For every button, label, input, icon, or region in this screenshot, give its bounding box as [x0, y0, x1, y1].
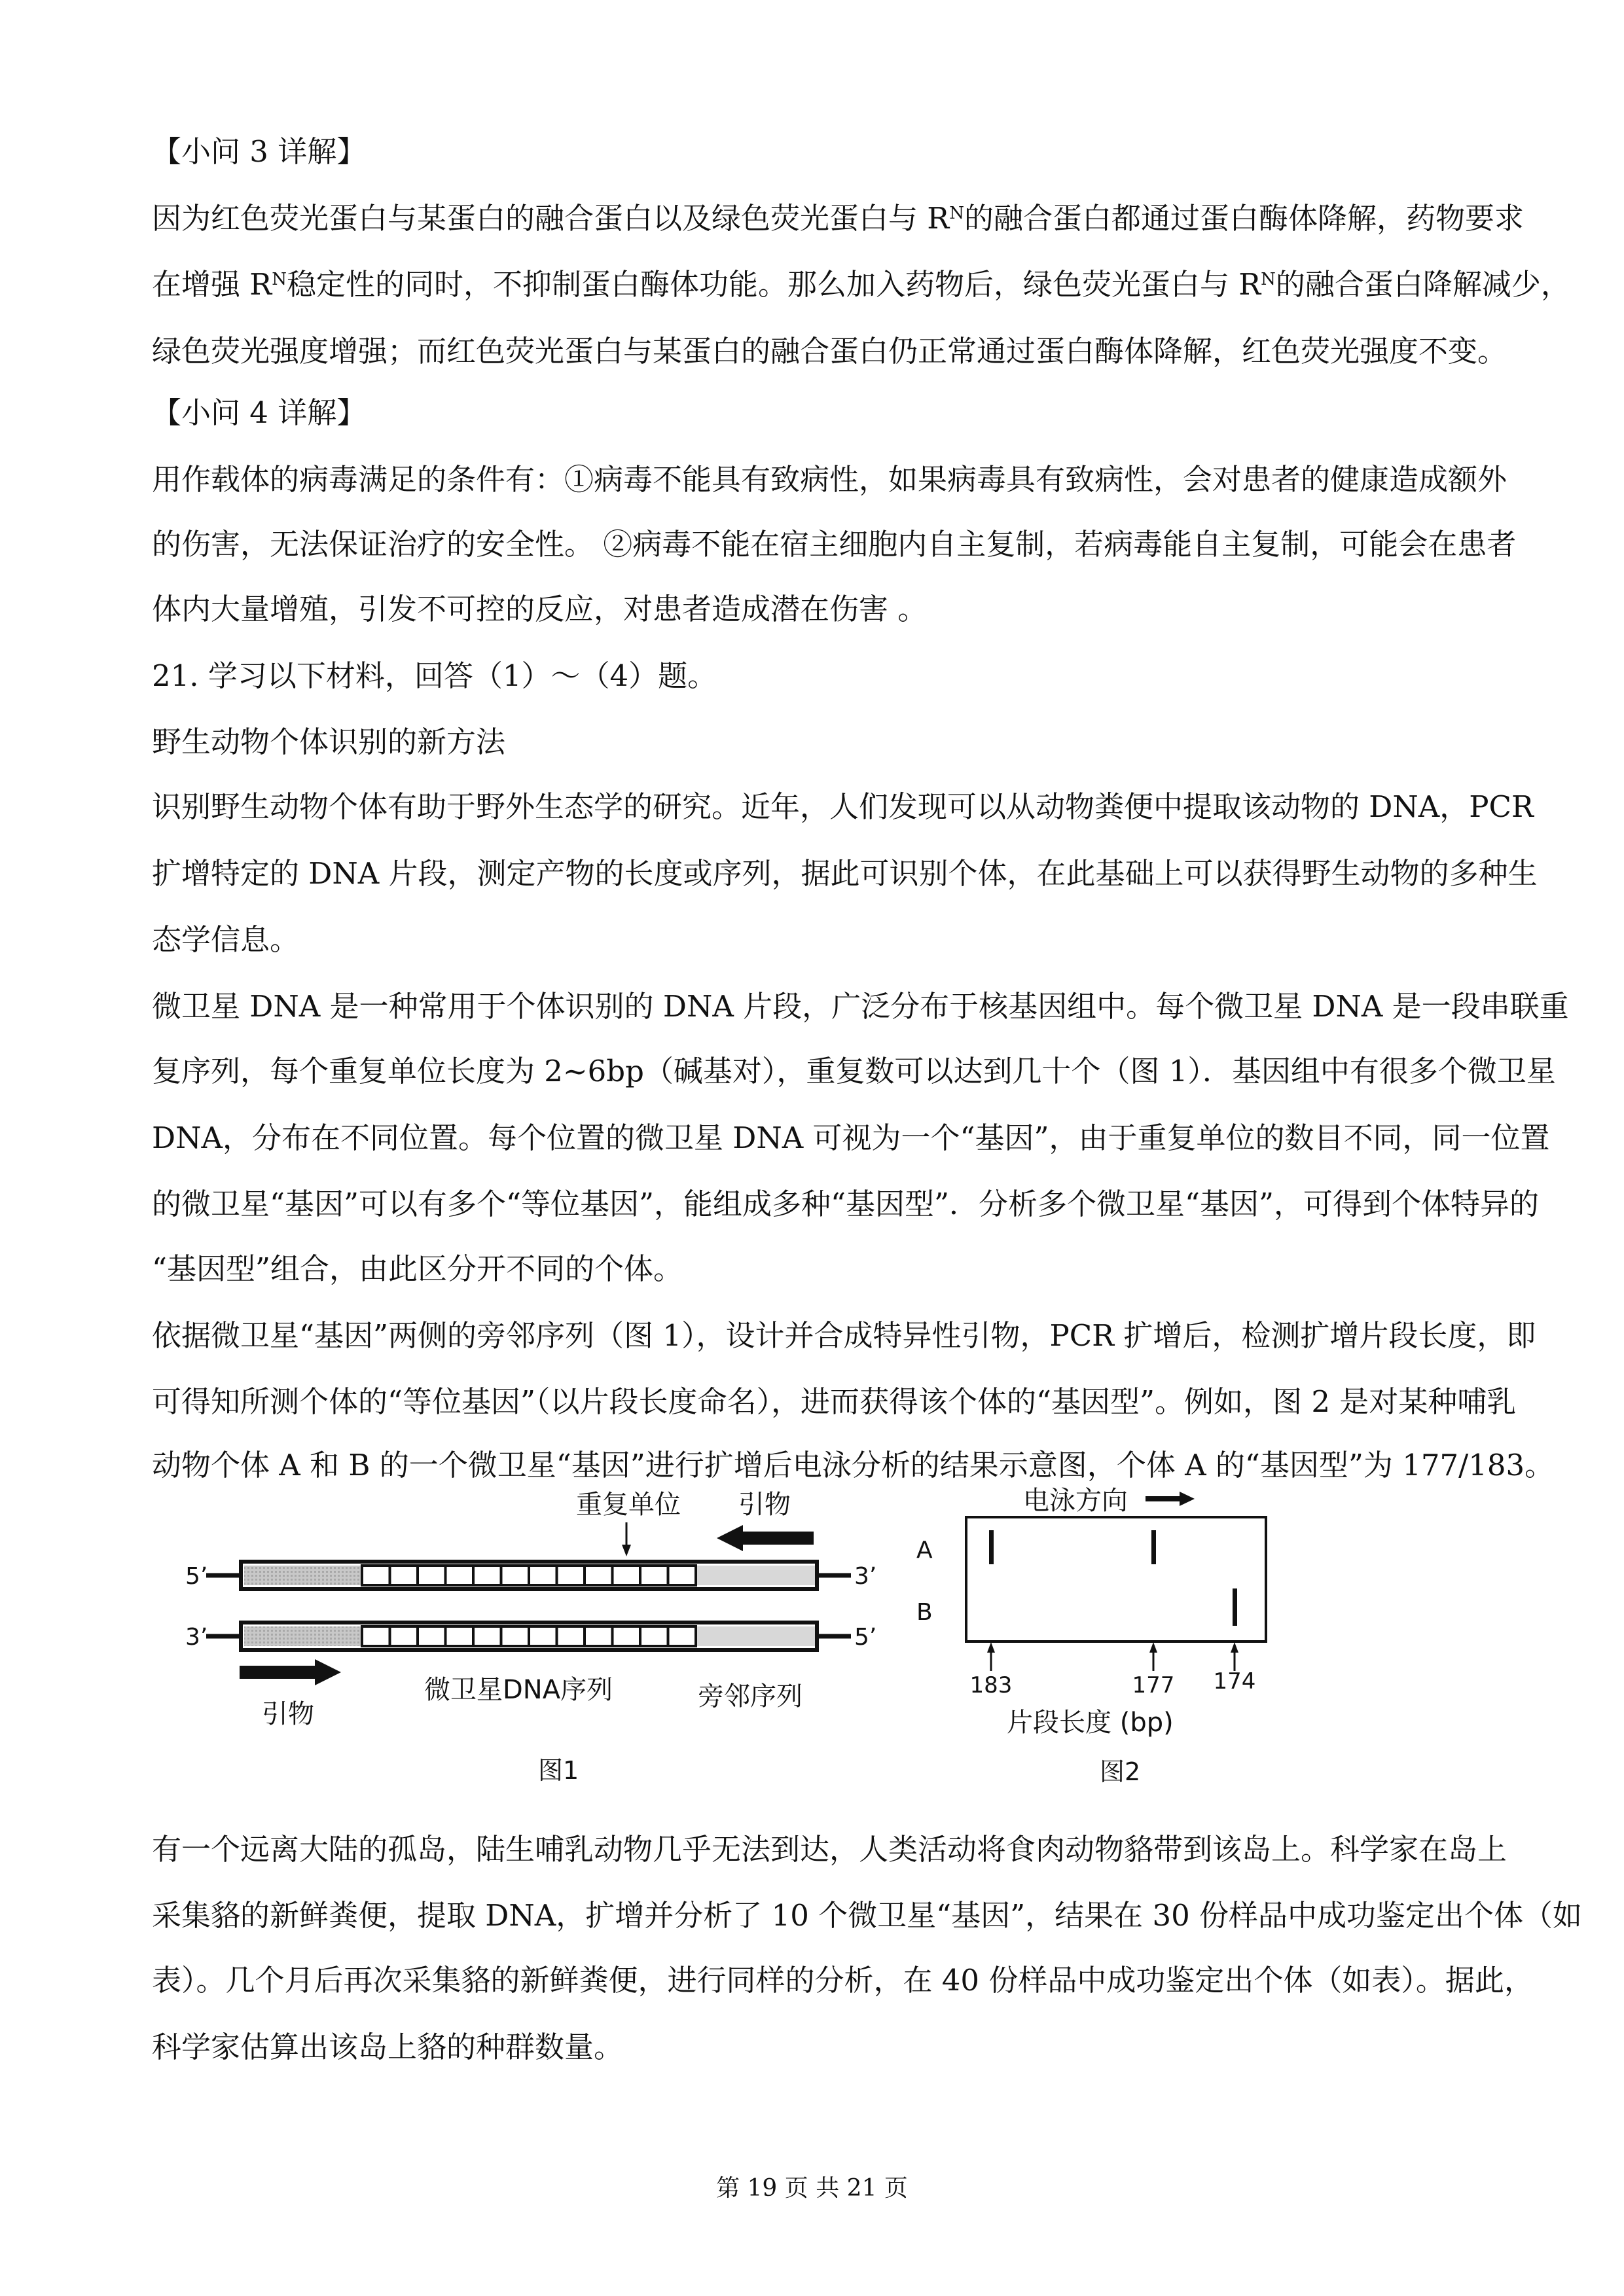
- band-a-177: [1151, 1530, 1156, 1564]
- five-prime-label: 5’: [185, 1563, 208, 1590]
- figure-1: [185, 1490, 876, 1785]
- p2-line: 复序列，每个重复单位长度为 2~6bp（碱基对），重复数可以达到几十个（图 1）．基因组中有很多个微卫星: [152, 1054, 1556, 1088]
- repeat-unit: [668, 1566, 696, 1585]
- repeat-unit: [473, 1566, 501, 1585]
- repeat-unit: [585, 1566, 613, 1585]
- text: 在增强 R: [152, 267, 272, 302]
- repeat-unit: [446, 1626, 474, 1646]
- repeat-unit: [557, 1566, 585, 1585]
- three-prime-label: 3’: [854, 1563, 877, 1590]
- arrow-up-icon: [1231, 1642, 1238, 1671]
- band-a-183: [989, 1530, 994, 1564]
- p3-line: 依据微卫星“基因”两侧的旁邻序列（图 1），设计并合成特异性引物，PCR 扩增后，检测扩增片段长度，即: [152, 1318, 1536, 1353]
- direction-label: 电泳方向: [1023, 1486, 1128, 1516]
- repeat-unit: [640, 1566, 668, 1585]
- text: 的融合蛋白都通过蛋白酶体降解，药物要求: [964, 201, 1524, 236]
- repeat-unit: [529, 1626, 557, 1646]
- q3-heading: 【小问 3 详解】: [152, 134, 367, 169]
- repeat-unit: [529, 1566, 557, 1585]
- p3-line: 动物个体 A 和 B 的一个微卫星“基因”进行扩增后电泳分析的结果示意图，个体 A 的“基因型”为 177/183。: [152, 1448, 1555, 1482]
- repeat-unit-label: 重复单位: [576, 1490, 681, 1520]
- superscript: N: [1261, 270, 1276, 289]
- repeat-unit: [640, 1626, 668, 1646]
- repeat-units: [362, 1566, 696, 1585]
- q4-line: 体内大量增殖，引发不可控的反应，对患者造成潜在伤害 。: [152, 592, 928, 626]
- p1-line: 识别野生动物个体有助于野外生态学的研究。近年，人们发现可以从动物粪便中提取该动物的 DNA，PCR: [152, 789, 1534, 824]
- repeat-unit: [613, 1626, 641, 1646]
- repeat-unit: [557, 1626, 585, 1646]
- repeat-unit: [418, 1626, 446, 1646]
- repeat-unit: [362, 1626, 390, 1646]
- arrow-down-icon: [622, 1522, 631, 1556]
- three-prime-label: 3’: [185, 1624, 208, 1651]
- primer-label-bottom: 引物: [262, 1699, 314, 1729]
- band-b-174: [1233, 1588, 1237, 1626]
- five-prime-label: 5’: [854, 1624, 877, 1651]
- size-label-174: 174: [1213, 1668, 1256, 1695]
- repeat-unit: [501, 1626, 530, 1646]
- q21-intro: 21. 学习以下材料，回答（1）～（4）题。: [152, 658, 717, 693]
- arrow-right-icon: [1146, 1492, 1195, 1506]
- repeat-unit: [418, 1566, 446, 1585]
- p4-line: 表）。几个月后再次采集貉的新鲜粪便，进行同样的分析，在 40 份样品中成功鉴定出个体（如表）。据此，: [152, 1963, 1534, 1998]
- repeat-unit: [501, 1566, 530, 1585]
- size-label-177: 177: [1132, 1672, 1175, 1698]
- p2-line: 的微卫星“基因”可以有多个“等位基因”，能组成多种“基因型”．分析多个微卫星“基因”，可得到个体特异的: [152, 1187, 1540, 1221]
- axis-label: 片段长度 (bp): [1007, 1708, 1174, 1738]
- figure-2: [916, 1486, 1266, 1786]
- repeat-unit: [362, 1566, 390, 1585]
- text: 因为红色荧光蛋白与某蛋白的融合蛋白以及绿色荧光蛋白与 R: [152, 201, 950, 236]
- primer-label-top: 引物: [738, 1490, 791, 1520]
- repeat-unit: [446, 1566, 474, 1585]
- strand-bottom: [206, 1623, 851, 1650]
- gel-box: [966, 1517, 1266, 1641]
- superscript: N: [272, 270, 287, 289]
- repeat-unit: [668, 1626, 696, 1646]
- article-title: 野生动物个体识别的新方法: [152, 725, 506, 759]
- repeat-unit: [585, 1626, 613, 1646]
- figure-1-caption: 图1: [538, 1756, 579, 1785]
- q3-line-3: 绿色荧光强度增强；而红色荧光蛋白与某蛋白的融合蛋白仍正常通过蛋白酶体降解，红色荧光强度不变。: [152, 334, 1507, 368]
- lane-a-label: A: [916, 1537, 933, 1564]
- p2-line: 微卫星 DNA 是一种常用于个体识别的 DNA 片段，广泛分布于核基因组中。每个微卫星 DNA 是一段串联重: [152, 989, 1569, 1024]
- p3-line: 可得知所测个体的“等位基因”（以片段长度命名），进而获得该个体的“基因型”。例如，图 2 是对某种哺乳: [152, 1384, 1517, 1419]
- p4-line: 采集貉的新鲜粪便，提取 DNA，扩增并分析了 10 个微卫星“基因”，结果在 30 份样品中成功鉴定出个体（如: [152, 1898, 1583, 1933]
- page-footer: 第 19 页 共 21 页: [716, 2175, 908, 2202]
- repeat-unit: [613, 1566, 641, 1585]
- p1-line: 态学信息。: [152, 922, 300, 957]
- p2-line: “基因型”组合，由此区分开不同的个体。: [152, 1251, 683, 1286]
- figure-2-caption: 图2: [1100, 1757, 1141, 1786]
- strand-top: [206, 1562, 851, 1589]
- arrow-right-icon: [240, 1659, 341, 1685]
- p2-line: DNA，分布在不同位置。每个位置的微卫星 DNA 可视为一个“基因”，由于重复单位的数目不同，同一位置: [152, 1121, 1550, 1155]
- q4-line: 用作载体的病毒满足的条件有：①病毒不能具有致病性，如果病毒具有致病性，会对患者的健康造成额外: [152, 462, 1507, 497]
- q4-heading: 【小问 4 详解】: [152, 395, 367, 430]
- p4-line: 科学家估算出该岛上貉的种群数量。: [152, 2030, 624, 2064]
- q4-line: 的伤害，无法保证治疗的安全性。 ②病毒不能在宿主细胞内自主复制，若病毒能自主复制，可能会在患者: [152, 527, 1517, 562]
- microsatellite-label: 微卫星DNA序列: [424, 1675, 613, 1705]
- arrow-up-icon: [987, 1642, 995, 1671]
- size-label-183: 183: [969, 1672, 1013, 1698]
- p1-line: 扩增特定的 DNA 片段，测定产物的长度或序列，据此可识别个体，在此基础上可以获得野生动物的多种生: [152, 856, 1538, 891]
- text: 的融合蛋白降解减少，: [1275, 267, 1570, 302]
- superscript: N: [949, 204, 964, 223]
- text: 稳定性的同时，不抑制蛋白酶体功能。那么加入药物后，绿色荧光蛋白与 R: [286, 267, 1261, 302]
- arrow-left-icon: [717, 1525, 814, 1551]
- repeat-unit: [473, 1626, 501, 1646]
- p4-line: 有一个远离大陆的孤岛，陆生哺乳动物几乎无法到达，人类活动将食肉动物貉带到该岛上。科学家在岛上: [152, 1832, 1507, 1867]
- repeat-unit: [390, 1566, 418, 1585]
- repeat-units: [362, 1626, 696, 1646]
- flanking-label: 旁邻序列: [698, 1681, 803, 1712]
- lane-b-label: B: [916, 1599, 933, 1626]
- arrow-up-icon: [1149, 1642, 1157, 1671]
- repeat-unit: [390, 1626, 418, 1646]
